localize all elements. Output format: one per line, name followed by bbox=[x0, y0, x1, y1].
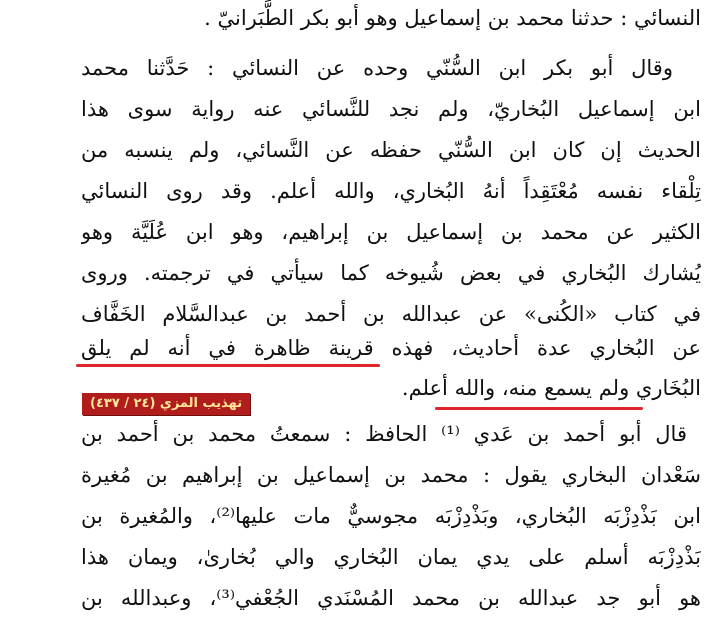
text-line-8: في كتاب «الكُنى» عن عبدالله بن أحمد بن عبدالسَّلام الخَفَّاف bbox=[81, 302, 701, 326]
text-line-11: قال أبو أحمد بن عَدي ⁽¹⁾ الحافظ : سمعتُ محمد بن أحمد بن bbox=[81, 422, 687, 446]
text-line-7: يُشارك البُخاري في بعض شُيوخه كما سيأتي في ترجمته. وروى bbox=[81, 261, 701, 285]
text-line-15: هو أبو جد عبدالله بن محمد المُسْنَدي الجُعْفي⁽³⁾، وعبدالله بن bbox=[81, 586, 701, 610]
text-line-2: وقال أبو بكر ابن السُّنّي وحده عن النسائي : حَدَّثنا محمد bbox=[81, 56, 673, 80]
highlight-underline-2 bbox=[435, 407, 643, 410]
text-line-14: بَذْدِزْبَه أسلم على يدي يمان البُخاري والي بُخارىٰ، ويمان هذا bbox=[81, 545, 701, 569]
text-line-9: عن البُخاري عدة أحاديث، فهذه قرينة ظاهرة في أنه لم يلق bbox=[81, 336, 701, 360]
text-line-6: الكثير عن محمد بن إسماعيل بن إبراهيم، وهو ابن عُلَيَّة وهو bbox=[81, 220, 701, 244]
text-line-12: سَعْدان البخاري يقول : محمد بن إسماعيل بن إبراهيم بن مُغيرة bbox=[81, 463, 701, 487]
text-line-4: الحديث إن كان ابن السُّنّي حفظه عن النَّسائي، ولم ينسبه من bbox=[81, 138, 701, 162]
highlight-underline-1 bbox=[76, 364, 380, 367]
text-line-10: البُخَاري ولم يسمع منه، والله أعلم. bbox=[401, 376, 701, 400]
text-line-13: ابن بَذْدِزْبَه البُخاري، وبَذْدِزْبَه مجوسيٌّ مات عليها⁽²⁾، والمُغيرة بن bbox=[81, 504, 701, 528]
text-line-5: تِلْقاء نفسه مُعْتَقِداً أنهُ البُخاري، والله أعلم. وقد روى النسائي bbox=[81, 179, 701, 203]
text-line-3: ابن إسماعيل البُخاريّ، ولم نجد للنَّسائي عنه رواية سوى هذا bbox=[81, 97, 701, 121]
text-line-1: النسائي : حدثنا محمد بن إسماعيل وهو أبو بكر الطَّبَرانيّ . bbox=[204, 6, 701, 30]
source-reference-badge: تهذيب المزي (٢٤ / ٤٣٧) bbox=[82, 393, 250, 415]
